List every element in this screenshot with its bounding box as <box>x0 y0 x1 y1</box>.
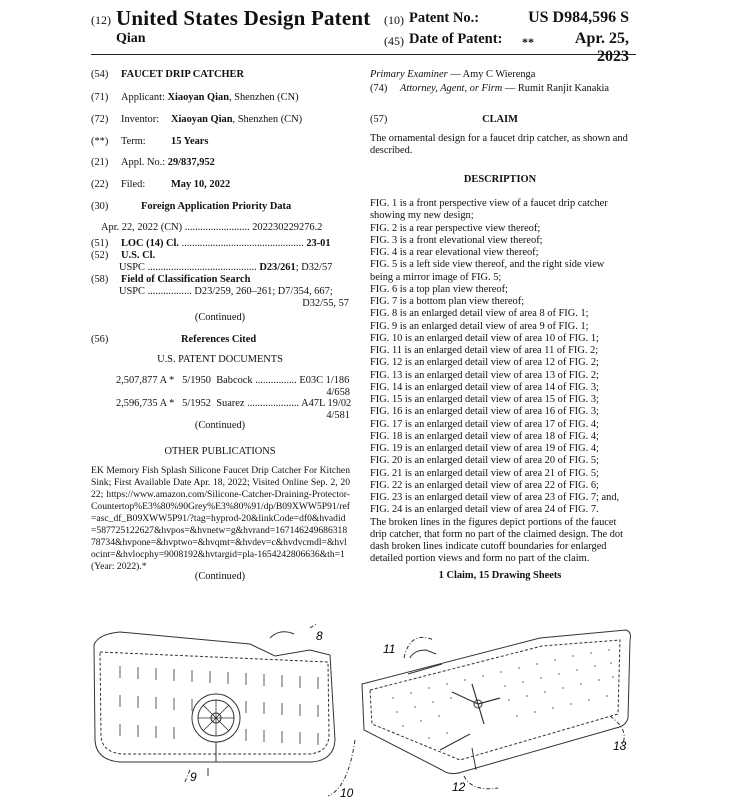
mat-drain-slots <box>120 666 318 745</box>
appl-no-row: (21) Appl. No.: 29/837,952 <box>91 157 215 168</box>
figure-description-line: being a mirror image of FIG. 5; <box>370 271 502 283</box>
ref-row-1-cls: 4/658 <box>326 387 350 398</box>
figure-description-line: FIG. 13 is an enlarged detail view of area 13 of FIG. 2; <box>370 369 599 381</box>
figure-description-line: FIG. 7 is a bottom plan view thereof; <box>370 296 525 307</box>
figure-description-line: FIG. 4 is a rear elevational view thereof; <box>370 247 539 258</box>
inventor-surname: Qian <box>116 31 146 46</box>
uspc-row-2-cont: D32/55, 57 <box>302 298 349 309</box>
figure-description-line: FIG. 8 is an enlarged detail view of area 8 of FIG. 1; <box>370 308 589 320</box>
leader-12 <box>464 776 498 789</box>
label-8: 8 <box>316 629 323 643</box>
figure-description-line: FIG. 6 is a top plan view thereof; <box>370 283 508 295</box>
claim-heading-row: (57) CLAIM <box>370 114 518 125</box>
code-12: (12) <box>91 13 111 27</box>
examiner-row: Primary Examiner — Amy C Wierenga <box>370 69 536 80</box>
figure-description-line: FIG. 5 is a left side view thereof, and the right side view <box>370 259 605 271</box>
figure-description-line: FIG. 9 is an enlarged detail view of area 9 of FIG. 1; <box>370 320 589 332</box>
references-row: (56) References Cited <box>91 334 257 345</box>
rear-outline <box>362 630 631 774</box>
mat-lip <box>270 632 294 638</box>
figure-description-line: FIG. 24 is an enlarged detail view of area 24 of FIG. 7. <box>370 504 599 516</box>
header-rule <box>91 54 636 55</box>
label-12: 12 <box>452 780 466 794</box>
loc-class-row: (51) LOC (14) Cl. ............................................... 23-01 <box>91 238 331 249</box>
representative-drawing <box>80 600 640 804</box>
other-pubs-text: EK Memory Fish Splash Silicone Faucet Drip Catcher For Kitchen Sink; First Available Date Apr. 18, 2022; Visited Online Sep. 2, 2022; https://www.amazon.com/Silicone-Catcher-Draining-Protector-Countertop%E3%80%90Grey%E3%80%91/dp/B09XWW5P91/ref=asc_df_B09XWW5P91/?tag=hyprod-20&linkCode=df0&hvadid=587725122627&hvpos=&hvnetw=g&hvrand=16714624968631878734&hvpone=&hvptwo=&hvqmt=&hvdev=c&hvdvcmdl=&hvlocint=&hvlocphy=9008192&hvtargid=pla-1654242806636&th=1 (Year: 2022).* <box>91 465 350 572</box>
patent-type-title: United States Design Patent <box>116 6 371 30</box>
rear-dots <box>392 650 614 738</box>
continued-2: (Continued) <box>194 420 246 431</box>
ref-row-2: 2,596,735 A * 5/1952 Suarez .................... A47L 19/02 <box>116 398 352 409</box>
attorney-row: (74) Attorney, Agent, or Firm — Rumit Ranjit Kanakia <box>370 83 610 94</box>
figure-description-line: FIG. 2 is a rear perspective view thereof; <box>370 222 541 234</box>
figure-description-list <box>370 198 632 566</box>
figure-description-line: FIG. 15 is an enlarged detail view of area 15 of FIG. 3; <box>370 394 599 405</box>
figure-description-line: FIG. 14 is an enlarged detail view of area 14 of FIG. 3; <box>370 381 599 393</box>
figure-description-line: detailed portion views and form no part of the claim. <box>370 553 590 565</box>
figure-description-line: FIG. 19 is an enlarged detail view of area 19 of FIG. 4; <box>370 443 599 454</box>
rear-tab-base <box>408 664 442 674</box>
figure-description-line: The broken lines in the figures depict portions of the faucet <box>370 516 617 528</box>
rear-channel <box>440 734 476 770</box>
drain-wheel-spokes <box>198 700 234 736</box>
figure-description-line: FIG. 22 is an enlarged detail view of area 22 of FIG. 6; <box>370 479 599 491</box>
patent-no-label: Patent No.: <box>409 10 480 26</box>
date-label: Date of Patent: <box>409 31 503 47</box>
label-10: 10 <box>340 786 354 800</box>
label-9: 9 <box>190 770 197 784</box>
continued-3: (Continued) <box>194 571 246 582</box>
code-45: (45) <box>384 34 404 48</box>
figure-description-line: dash broken lines indicate cutoff boundaries for enlarged <box>370 541 607 552</box>
field-search-row: (58) Field of Classification Search <box>91 274 251 285</box>
figure-description-line: drip catcher, that form no part of the claimed design. The dot <box>370 528 624 540</box>
figure-description-line: FIG. 10 is an enlarged detail view of area 10 of FIG. 1; <box>370 332 599 344</box>
figure-description-line: FIG. 3 is a front elevational view thereof; <box>370 234 543 246</box>
us-cl-row: (52) U.S. Cl. <box>91 250 156 261</box>
code-10: (10) <box>384 13 404 27</box>
title-row: (54) FAUCET DRIP CATCHER <box>91 69 244 80</box>
rear-perspective-view <box>362 630 631 789</box>
figure-description-line: FIG. 20 is an enlarged detail view of area 20 of FIG. 5; <box>370 455 599 467</box>
uspc-row-2: USPC ................. D23/259, 260–261; D7/354, 667; <box>119 286 333 297</box>
ref-row-2-cls: 4/581 <box>326 410 350 421</box>
mat-inner-border <box>100 652 329 754</box>
figure-description-line: FIG. 21 is an enlarged detail view of area 21 of FIG. 5; <box>370 467 599 479</box>
foreign-priority-row: (30) Foreign Application Priority Data <box>91 201 292 212</box>
figure-description-line: FIG. 16 is an enlarged detail view of area 16 of FIG. 3; <box>370 406 599 418</box>
date-asterisks: ** <box>522 35 534 49</box>
label-11: 11 <box>383 642 396 656</box>
leader-8 <box>310 624 316 628</box>
rear-tab <box>410 650 436 658</box>
us-docs-heading: U.S. PATENT DOCUMENTS <box>157 354 283 365</box>
figure-description-line: FIG. 12 is an enlarged detail view of area 12 of FIG. 2; <box>370 357 599 369</box>
figure-description-line: FIG. 18 is an enlarged detail view of area 18 of FIG. 4; <box>370 430 599 442</box>
figure-description-line: FIG. 23 is an enlarged detail view of area 23 of FIG. 7; and, <box>370 492 620 503</box>
figure-description-line: FIG. 1 is a front perspective view of a faucet drip catcher <box>370 198 608 209</box>
label-13: 13 <box>613 739 627 753</box>
term-row: (**) Term: 15 Years <box>91 136 209 147</box>
claims-sheets: 1 Claim, 15 Drawing Sheets <box>438 570 562 581</box>
filed-row: (22) Filed: May 10, 2022 <box>91 179 231 190</box>
uspc-row-1: USPC .......................................... D23/261; D32/57 <box>119 262 333 273</box>
foreign-priority-entry: Apr. 22, 2022 (CN) ......................... 202230229276.2 <box>101 222 323 233</box>
patent-number: US D984,596 S <box>528 9 629 26</box>
front-perspective-view <box>94 624 355 796</box>
applicant-row: (71) Applicant: Xiaoyan Qian, Shenzhen (CN) <box>91 92 299 103</box>
other-pubs-heading: OTHER PUBLICATIONS <box>164 446 276 457</box>
description-heading: DESCRIPTION <box>463 174 537 185</box>
date-of-patent: Apr. 25, 2023 <box>574 30 629 65</box>
mat-outline <box>94 632 335 762</box>
continued-1: (Continued) <box>194 312 246 323</box>
claim-text: The ornamental design for a faucet drip catcher, as shown and described. <box>370 133 628 157</box>
inventor-row: (72) Inventor: Xiaoyan Qian, Shenzhen (CN) <box>91 114 303 125</box>
ref-row-1: 2,507,877 A * 5/1950 Babcock ................ E03C 1/186 <box>116 375 350 386</box>
figure-description-line: FIG. 11 is an enlarged detail view of area 11 of FIG. 2; <box>370 345 599 356</box>
figure-description-line: FIG. 17 is an enlarged detail view of area 17 of FIG. 4; <box>370 418 599 430</box>
rear-drain-fins <box>452 684 500 724</box>
rear-inner-border <box>370 640 620 760</box>
figure-description-line: showing my new design; <box>370 210 474 222</box>
leader-11 <box>404 637 434 658</box>
